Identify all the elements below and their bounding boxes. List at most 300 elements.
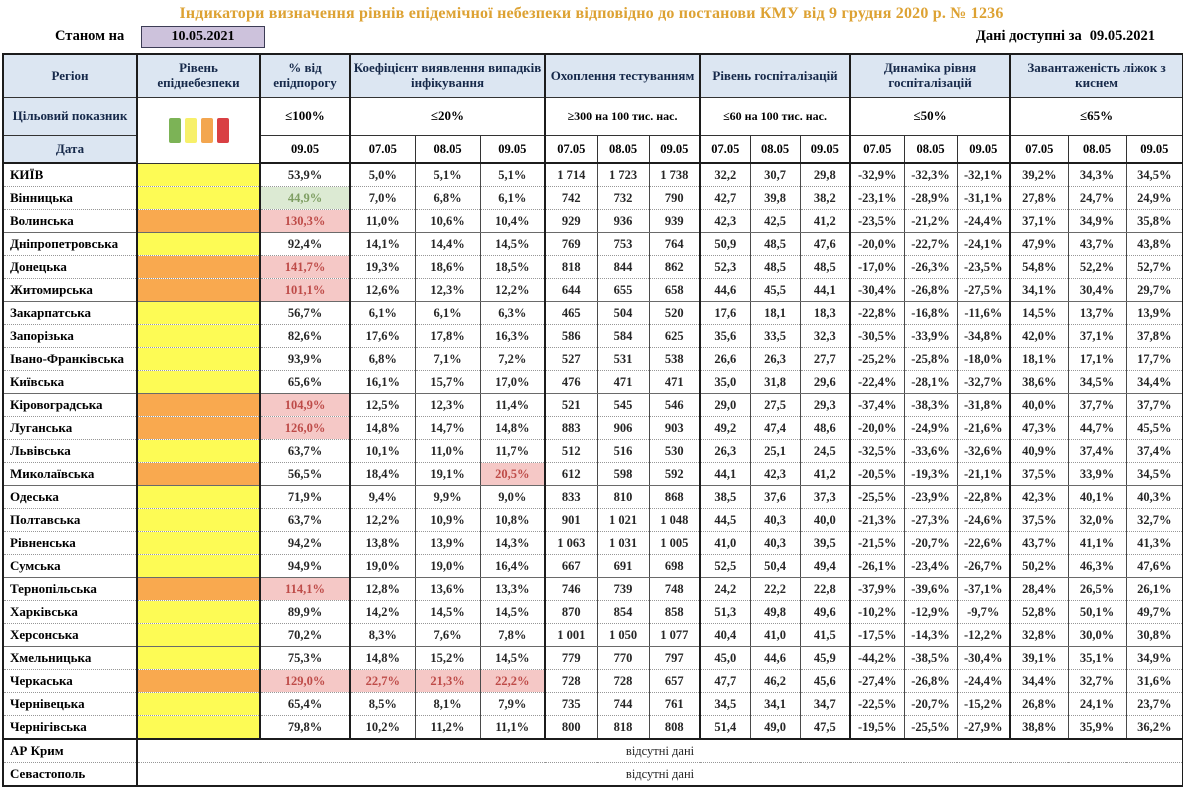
threshold-beds: ≤65%	[1010, 98, 1183, 136]
value-cell: 47,9%	[1010, 233, 1068, 256]
value-cell: -28,9%	[904, 187, 957, 210]
value-cell: 471	[649, 371, 700, 394]
value-cell: -21,5%	[850, 532, 904, 555]
value-cell: 18,3	[800, 302, 850, 325]
region-name: Харківська	[3, 601, 137, 624]
table-row	[3, 463, 1183, 486]
risk-level-cell	[137, 601, 260, 624]
value-cell: 530	[649, 440, 700, 463]
value-cell: 512	[545, 440, 597, 463]
value-cell: 14,4%	[415, 233, 480, 256]
date-header: 07.05	[545, 136, 597, 164]
value-cell: 11,2%	[415, 716, 480, 740]
value-cell: 41,1%	[1068, 532, 1126, 555]
region-name: Волинська	[3, 210, 137, 233]
value-cell: 32,8%	[1010, 624, 1068, 647]
value-cell: 26,5%	[1068, 578, 1126, 601]
value-cell: -12,2%	[957, 624, 1010, 647]
value-cell: 657	[649, 670, 700, 693]
value-cell: 818	[545, 256, 597, 279]
value-cell: 33,9%	[1068, 463, 1126, 486]
risk-level-cell	[137, 394, 260, 417]
value-cell: 34,4%	[1126, 371, 1183, 394]
value-cell: 10,1%	[350, 440, 415, 463]
region-name: Запорізька	[3, 325, 137, 348]
value-cell: 46,3%	[1068, 555, 1126, 578]
value-cell: -20,7%	[904, 693, 957, 716]
region-name: Вінницька	[3, 187, 137, 210]
value-cell: -24,1%	[957, 233, 1010, 256]
value-cell: 47,6	[800, 233, 850, 256]
value-cell: 92,4%	[260, 233, 350, 256]
value-cell: -32,7%	[957, 371, 1010, 394]
value-cell: 114,1%	[260, 578, 350, 601]
value-cell: -26,7%	[957, 555, 1010, 578]
value-cell: 14,5%	[480, 601, 545, 624]
value-cell: 39,5	[800, 532, 850, 555]
value-cell: 14,5%	[480, 647, 545, 670]
value-cell: 1 063	[545, 532, 597, 555]
value-cell: 15,2%	[415, 647, 480, 670]
region-name: Івано-Франківська	[3, 348, 137, 371]
value-cell: 5,1%	[480, 163, 545, 187]
value-cell: 11,4%	[480, 394, 545, 417]
value-cell: 531	[597, 348, 649, 371]
risk-level-cell	[137, 210, 260, 233]
value-cell: 34,5%	[1126, 463, 1183, 486]
value-cell: 504	[597, 302, 649, 325]
value-cell: 1 077	[649, 624, 700, 647]
value-cell: -9,7%	[957, 601, 1010, 624]
value-cell: 56,5%	[260, 463, 350, 486]
value-cell: 44,5	[700, 509, 750, 532]
value-cell: 18,1%	[1010, 348, 1068, 371]
value-cell: 808	[649, 716, 700, 740]
value-cell: 37,6	[750, 486, 800, 509]
value-cell: 42,5	[750, 210, 800, 233]
value-cell: 47,3%	[1010, 417, 1068, 440]
value-cell: 592	[649, 463, 700, 486]
no-data-cell: відсутні дані	[137, 763, 1183, 787]
date-header: 09.05	[260, 136, 350, 164]
threshold-hospitalization: ≤60 на 100 тис. нас.	[700, 98, 850, 136]
date-bar	[0, 26, 1183, 51]
value-cell: 40,3	[750, 532, 800, 555]
value-cell: 47,6%	[1126, 555, 1183, 578]
value-cell: -27,5%	[957, 279, 1010, 302]
value-cell: 18,1	[750, 302, 800, 325]
value-cell: 41,5	[800, 624, 850, 647]
value-cell: 47,7	[700, 670, 750, 693]
table-row	[3, 670, 1183, 693]
value-cell: 30,0%	[1068, 624, 1126, 647]
value-cell: 44,7%	[1068, 417, 1126, 440]
value-cell: 48,5	[750, 256, 800, 279]
value-cell: 545	[597, 394, 649, 417]
risk-level-cell	[137, 624, 260, 647]
region-name: Миколаївська	[3, 463, 137, 486]
value-cell: -25,2%	[850, 348, 904, 371]
risk-level-cell	[137, 371, 260, 394]
value-cell: -20,0%	[850, 417, 904, 440]
value-cell: 6,8%	[350, 348, 415, 371]
date-header: 09.05	[800, 136, 850, 164]
value-cell: -34,8%	[957, 325, 1010, 348]
value-cell: 5,0%	[350, 163, 415, 187]
value-cell: 37,1%	[1068, 325, 1126, 348]
value-cell: 764	[649, 233, 700, 256]
value-cell: 49,0	[750, 716, 800, 740]
value-cell: 50,9	[700, 233, 750, 256]
value-cell: 47,4	[750, 417, 800, 440]
value-cell: 40,0%	[1010, 394, 1068, 417]
value-cell: -38,3%	[904, 394, 957, 417]
value-cell: 22,7%	[350, 670, 415, 693]
value-cell: -23,5%	[850, 210, 904, 233]
region-name: Одеська	[3, 486, 137, 509]
table-row	[3, 693, 1183, 716]
date-header: 07.05	[350, 136, 415, 164]
value-cell: 13,3%	[480, 578, 545, 601]
no-data-cell: відсутні дані	[137, 739, 1183, 763]
value-cell: 34,1%	[1010, 279, 1068, 302]
value-cell: 844	[597, 256, 649, 279]
value-cell: 24,7%	[1068, 187, 1126, 210]
region-name: Черкаська	[3, 670, 137, 693]
value-cell: 93,9%	[260, 348, 350, 371]
value-cell: 939	[649, 210, 700, 233]
value-cell: -27,9%	[957, 716, 1010, 740]
value-cell: 45,5%	[1126, 417, 1183, 440]
value-cell: 51,3	[700, 601, 750, 624]
region-name: Дніпропетровська	[3, 233, 137, 256]
value-cell: 56,7%	[260, 302, 350, 325]
value-cell: -24,4%	[957, 210, 1010, 233]
value-cell: -22,6%	[957, 532, 1010, 555]
region-name: Тернопільська	[3, 578, 137, 601]
value-cell: 17,7%	[1126, 348, 1183, 371]
value-cell: 35,9%	[1068, 716, 1126, 740]
value-cell: 748	[649, 578, 700, 601]
value-cell: 50,1%	[1068, 601, 1126, 624]
value-cell: 728	[545, 670, 597, 693]
value-cell: 538	[649, 348, 700, 371]
region-name: АР Крим	[3, 739, 137, 763]
value-cell: 37,3	[800, 486, 850, 509]
region-name: Хмельницька	[3, 647, 137, 670]
region-name: КИЇВ	[3, 163, 137, 187]
value-cell: 10,2%	[350, 716, 415, 740]
risk-level-cell	[137, 532, 260, 555]
value-cell: 868	[649, 486, 700, 509]
value-cell: 32,2	[700, 163, 750, 187]
value-cell: 34,5%	[1126, 163, 1183, 187]
value-cell: -21,1%	[957, 463, 1010, 486]
value-cell: 44,1	[700, 463, 750, 486]
value-cell: 41,0	[750, 624, 800, 647]
value-cell: 11,0%	[415, 440, 480, 463]
risk-level-cell	[137, 509, 260, 532]
value-cell: 41,3%	[1126, 532, 1183, 555]
value-cell: 40,0	[800, 509, 850, 532]
table-row	[3, 716, 1183, 740]
value-cell: 43,8%	[1126, 233, 1183, 256]
value-cell: -24,6%	[957, 509, 1010, 532]
value-cell: -20,5%	[850, 463, 904, 486]
value-cell: 1 050	[597, 624, 649, 647]
value-cell: 30,8%	[1126, 624, 1183, 647]
value-cell: -12,9%	[904, 601, 957, 624]
value-cell: -31,8%	[957, 394, 1010, 417]
value-cell: 11,0%	[350, 210, 415, 233]
value-cell: -25,5%	[904, 716, 957, 740]
value-cell: 5,1%	[415, 163, 480, 187]
value-cell: 41,0	[700, 532, 750, 555]
value-cell: 35,8%	[1126, 210, 1183, 233]
table-row	[3, 348, 1183, 371]
value-cell: -27,3%	[904, 509, 957, 532]
column-header-hospitalization-dynamics: Динаміка рівня госпіталізацій	[850, 54, 1010, 98]
value-cell: -18,0%	[957, 348, 1010, 371]
value-cell: 46,2	[750, 670, 800, 693]
value-cell: 19,3%	[350, 256, 415, 279]
column-header-percent-threshold: % від епідпорогу	[260, 54, 350, 98]
risk-level-cell	[137, 348, 260, 371]
value-cell: 65,4%	[260, 693, 350, 716]
column-header-testing-coverage: Охоплення тестуванням	[545, 54, 700, 98]
value-cell: -37,9%	[850, 578, 904, 601]
value-cell: 810	[597, 486, 649, 509]
value-cell: -23,5%	[957, 256, 1010, 279]
value-cell: 20,5%	[480, 463, 545, 486]
value-cell: -33,9%	[904, 325, 957, 348]
value-cell: 50,2%	[1010, 555, 1068, 578]
value-cell: -22,8%	[850, 302, 904, 325]
value-cell: -26,8%	[904, 670, 957, 693]
value-cell: 34,4%	[1010, 670, 1068, 693]
value-cell: 27,7	[800, 348, 850, 371]
value-cell: 854	[597, 601, 649, 624]
risk-level-cell	[137, 440, 260, 463]
value-cell: 12,3%	[415, 394, 480, 417]
value-cell: -37,1%	[957, 578, 1010, 601]
risk-level-cell	[137, 716, 260, 740]
legend-swatch	[169, 118, 181, 143]
value-cell: 37,7%	[1126, 394, 1183, 417]
table-row	[3, 509, 1183, 532]
value-cell: 12,8%	[350, 578, 415, 601]
value-cell: 10,4%	[480, 210, 545, 233]
value-cell: 49,4	[800, 555, 850, 578]
value-cell: -14,3%	[904, 624, 957, 647]
value-cell: 29,8	[800, 163, 850, 187]
table-row	[3, 210, 1183, 233]
value-cell: 12,2%	[350, 509, 415, 532]
region-name: Закарпатська	[3, 302, 137, 325]
value-cell: 45,5	[750, 279, 800, 302]
value-cell: -25,8%	[904, 348, 957, 371]
date-header: 09.05	[957, 136, 1010, 164]
value-cell: -22,8%	[957, 486, 1010, 509]
value-cell: 65,6%	[260, 371, 350, 394]
value-cell: 32,7%	[1126, 509, 1183, 532]
date-header: 09.05	[1126, 136, 1183, 164]
value-cell: 13,6%	[415, 578, 480, 601]
region-name: Севастополь	[3, 763, 137, 787]
value-cell: 53,9%	[260, 163, 350, 187]
value-cell: 33,5	[750, 325, 800, 348]
value-cell: 54,8%	[1010, 256, 1068, 279]
value-cell: 862	[649, 256, 700, 279]
value-cell: 27,5	[750, 394, 800, 417]
table-row	[3, 187, 1183, 210]
value-cell: 7,0%	[350, 187, 415, 210]
value-cell: 901	[545, 509, 597, 532]
table-row	[3, 555, 1183, 578]
value-cell: 21,3%	[415, 670, 480, 693]
value-cell: -39,6%	[904, 578, 957, 601]
value-cell: 79,8%	[260, 716, 350, 740]
value-cell: -24,9%	[904, 417, 957, 440]
value-cell: 12,5%	[350, 394, 415, 417]
value-cell: 19,0%	[415, 555, 480, 578]
risk-level-cell	[137, 578, 260, 601]
value-cell: -21,6%	[957, 417, 1010, 440]
value-cell: 858	[649, 601, 700, 624]
value-cell: 15,7%	[415, 371, 480, 394]
value-cell: 883	[545, 417, 597, 440]
risk-level-cell	[137, 670, 260, 693]
value-cell: 870	[545, 601, 597, 624]
column-header-risk-level: Рівень епіднебезпеки	[137, 54, 260, 98]
region-name: Чернігівська	[3, 716, 137, 740]
risk-level-cell	[137, 417, 260, 440]
value-cell: 10,6%	[415, 210, 480, 233]
data-available-label: Дані доступні за	[975, 28, 1082, 44]
value-cell: 14,5%	[480, 233, 545, 256]
region-name: Львівська	[3, 440, 137, 463]
value-cell: 39,8	[750, 187, 800, 210]
value-cell: 101,1%	[260, 279, 350, 302]
value-cell: 753	[597, 233, 649, 256]
value-cell: 71,9%	[260, 486, 350, 509]
value-cell: 49,8	[750, 601, 800, 624]
legend-swatch	[201, 118, 213, 143]
value-cell: 70,2%	[260, 624, 350, 647]
value-cell: 51,4	[700, 716, 750, 740]
value-cell: 625	[649, 325, 700, 348]
value-cell: -21,3%	[850, 509, 904, 532]
value-cell: 7,2%	[480, 348, 545, 371]
value-cell: -23,4%	[904, 555, 957, 578]
value-cell: 35,6	[700, 325, 750, 348]
value-cell: 19,1%	[415, 463, 480, 486]
value-cell: 7,6%	[415, 624, 480, 647]
table-row	[3, 440, 1183, 463]
risk-level-cell	[137, 302, 260, 325]
value-cell: 17,8%	[415, 325, 480, 348]
value-cell: 39,1%	[1010, 647, 1068, 670]
value-cell: 655	[597, 279, 649, 302]
region-name: Житомирська	[3, 279, 137, 302]
value-cell: 18,5%	[480, 256, 545, 279]
value-cell: -32,9%	[850, 163, 904, 187]
value-cell: -23,9%	[904, 486, 957, 509]
risk-level-cell	[137, 463, 260, 486]
value-cell: 546	[649, 394, 700, 417]
value-cell: 800	[545, 716, 597, 740]
value-cell: 521	[545, 394, 597, 417]
value-cell: -30,5%	[850, 325, 904, 348]
value-cell: -23,1%	[850, 187, 904, 210]
value-cell: 44,6	[700, 279, 750, 302]
region-name: Херсонська	[3, 624, 137, 647]
value-cell: 44,1	[800, 279, 850, 302]
value-cell: 465	[545, 302, 597, 325]
value-cell: 22,8	[800, 578, 850, 601]
value-cell: 16,1%	[350, 371, 415, 394]
value-cell: -30,4%	[850, 279, 904, 302]
value-cell: 37,4%	[1068, 440, 1126, 463]
date-header: 08.05	[1068, 136, 1126, 164]
value-cell: 49,6	[800, 601, 850, 624]
value-cell: 40,4	[700, 624, 750, 647]
value-cell: -38,5%	[904, 647, 957, 670]
value-cell: 49,7%	[1126, 601, 1183, 624]
value-cell: 129,0%	[260, 670, 350, 693]
value-cell: 26,8%	[1010, 693, 1068, 716]
value-cell: -17,5%	[850, 624, 904, 647]
value-cell: 739	[597, 578, 649, 601]
value-cell: 770	[597, 647, 649, 670]
date-header: 07.05	[700, 136, 750, 164]
epidemic-indicators-table	[2, 53, 1183, 787]
threshold-testing: ≥300 на 100 тис. нас.	[545, 98, 700, 136]
region-name: Кіровоградська	[3, 394, 137, 417]
value-cell: 40,3%	[1126, 486, 1183, 509]
value-cell: 9,9%	[415, 486, 480, 509]
value-cell: 6,1%	[415, 302, 480, 325]
value-cell: 14,5%	[415, 601, 480, 624]
value-cell: -26,1%	[850, 555, 904, 578]
table-row	[3, 578, 1183, 601]
value-cell: 598	[597, 463, 649, 486]
value-cell: 34,3%	[1068, 163, 1126, 187]
region-name: Чернівецька	[3, 693, 137, 716]
value-cell: 48,6	[800, 417, 850, 440]
value-cell: 728	[597, 670, 649, 693]
value-cell: -20,0%	[850, 233, 904, 256]
value-cell: 63,7%	[260, 509, 350, 532]
table-row	[3, 532, 1183, 555]
value-cell: 17,1%	[1068, 348, 1126, 371]
value-cell: 52,2%	[1068, 256, 1126, 279]
value-cell: 12,2%	[480, 279, 545, 302]
value-cell: 18,4%	[350, 463, 415, 486]
value-cell: -26,3%	[904, 256, 957, 279]
value-cell: 818	[597, 716, 649, 740]
value-cell: 34,9%	[1126, 647, 1183, 670]
value-cell: 13,8%	[350, 532, 415, 555]
value-cell: 26,3	[750, 348, 800, 371]
date-header: 08.05	[750, 136, 800, 164]
value-cell: 13,9%	[1126, 302, 1183, 325]
value-cell: 8,3%	[350, 624, 415, 647]
value-cell: -33,6%	[904, 440, 957, 463]
column-header-region: Регіон	[3, 54, 137, 98]
value-cell: 735	[545, 693, 597, 716]
value-cell: 94,9%	[260, 555, 350, 578]
